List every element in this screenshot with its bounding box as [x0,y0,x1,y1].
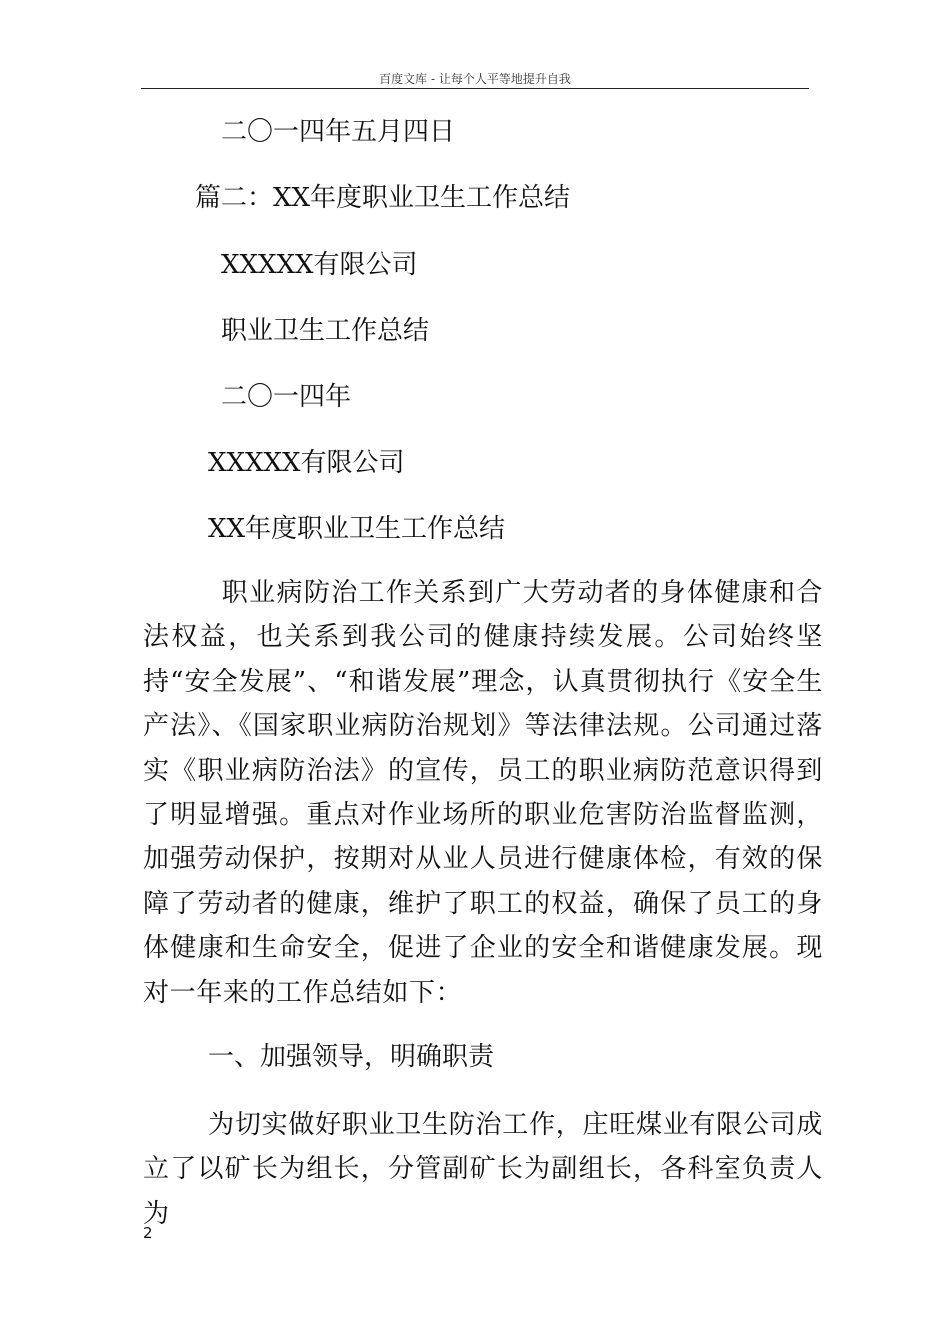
subtitle: 职业卫生工作总结 [221,316,430,346]
annual-title: XX年度职业卫生工作总结 [208,514,506,544]
company-name-second: XXXXX有限公司 [208,448,405,478]
body-paragraph-2 [143,1103,823,1236]
company-name: XXXXX有限公司 [221,250,418,280]
date-line: 二〇一四年五月四日 [221,117,456,147]
paragraph-1-text: 职业病防治工作关系到广大劳动者的身体健康和合法权益，也关系到我公司的健康持续发展。公司始终坚持“安全发展”、“和谐发展”理念，认真贯彻执行《安全生产法》、《国家职业病防治规划》等法律法规。公司通过落实《职业病防治法》的宣传，员工的职业病防范意识得到了明显增强。重点对作业场所的职业危害防治监督监测，加强劳动保护，按期对从业人员进行健康体检，有效的保障了劳动者的健康，维护了职工的权益，确保了员工的身体健康和生命安全，促进了企业的安全和谐健康发展。现对一年来的工作总结如下： [143,578,823,1008]
paragraph-2-text: 为切实做好职业卫生防治工作，庄旺煤业有限公司成立了以矿长为组长，分管副矿长为副组长，各科室负责人为 [143,1110,823,1229]
year-line: 二〇一四年 [221,382,352,412]
page-header: 百度文库 - 让每个人平等地提升自我 [379,72,571,86]
body-paragraph-1 [143,571,823,1015]
page-number: 2 [143,1224,153,1242]
article-title: 篇二：XX年度职业卫生工作总结 [195,183,571,213]
header-rule [141,88,809,89]
section-heading: 一、加强领导，明确职责 [208,1042,495,1072]
